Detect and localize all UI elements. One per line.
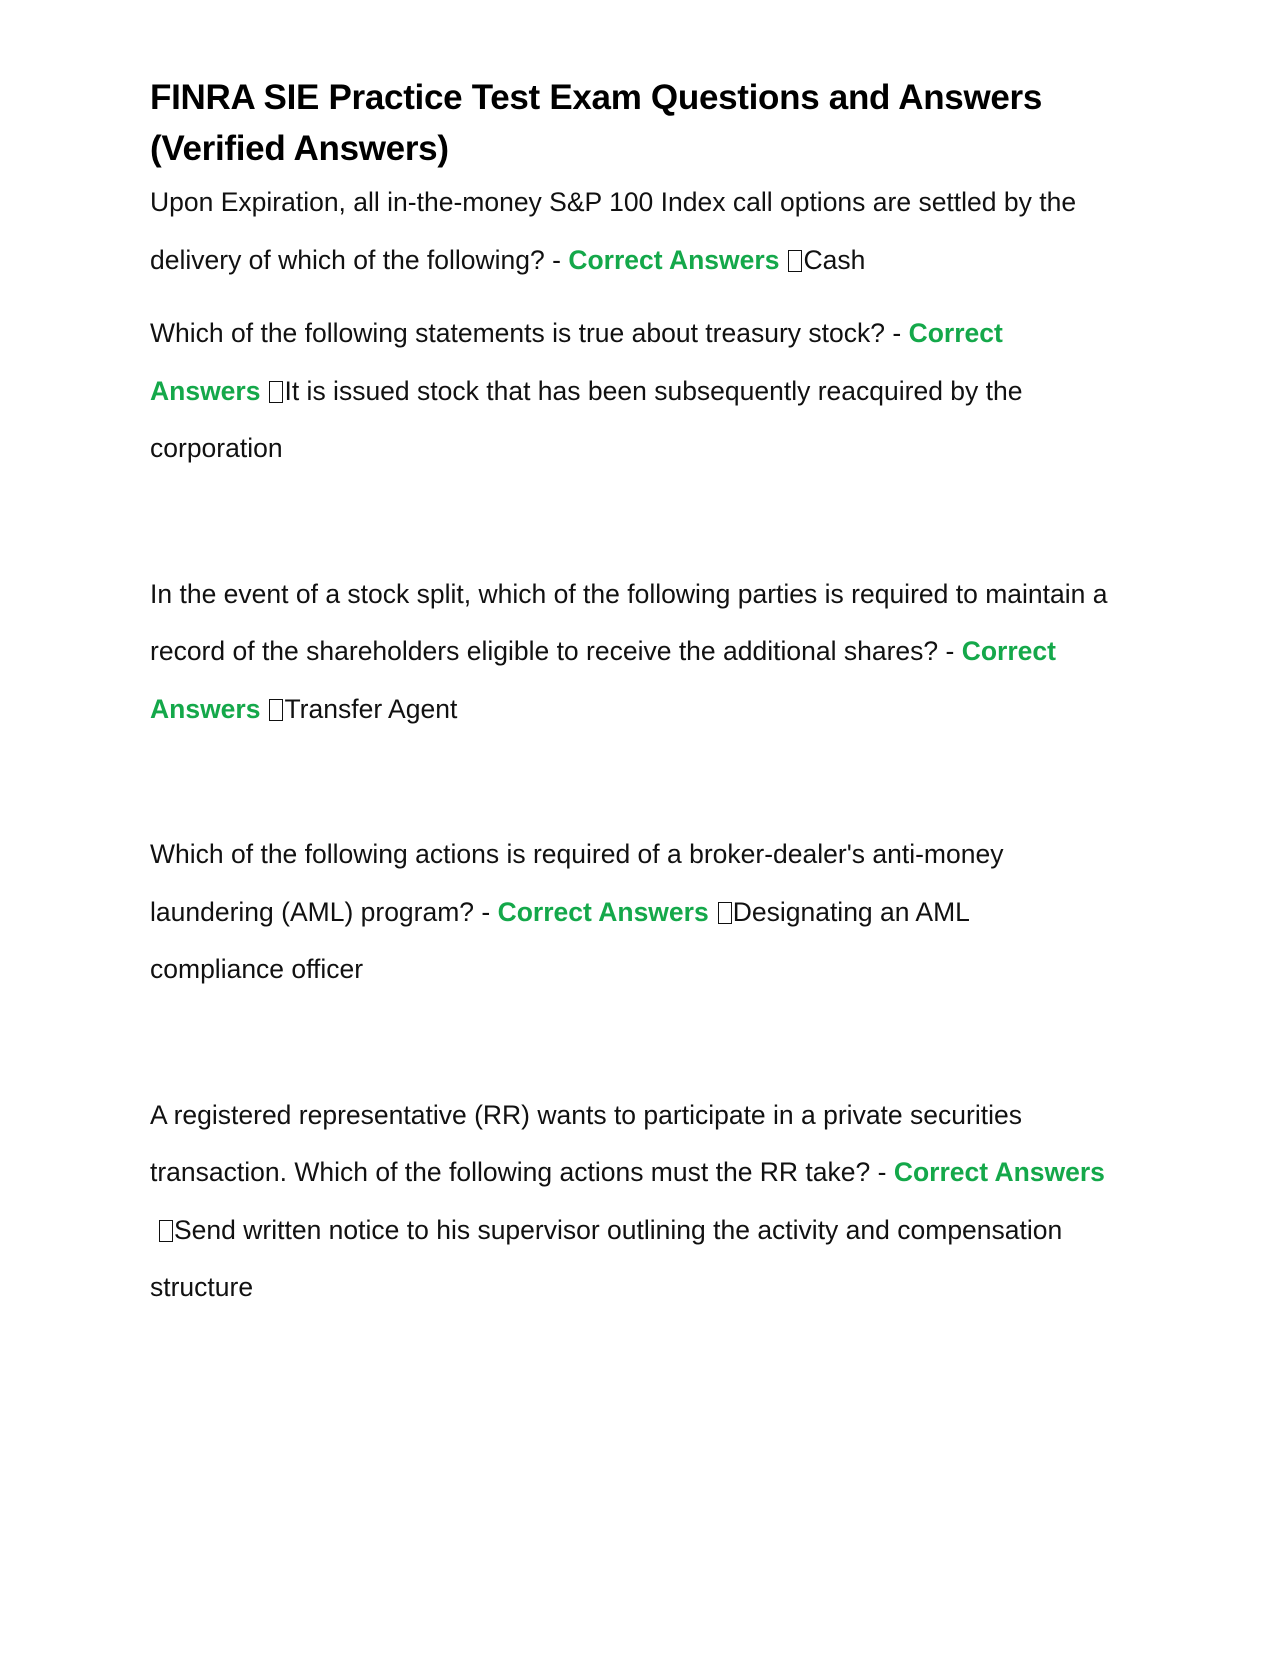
- question-text: In the event of a stock split, which of the following parties is required to maintain a record of the shareholders eligible to receive the additional shares? -: [150, 578, 1108, 666]
- answer-marker-icon: [159, 1220, 173, 1242]
- correct-answers-label: Correct Answers: [150, 318, 1003, 406]
- answer-text: Cash: [803, 244, 866, 275]
- answer-marker-icon: [788, 250, 802, 272]
- qa-item-2: [150, 305, 1110, 478]
- answer-text: Send written notice to his supervisor outlining the activity and compensation structure: [150, 1214, 1063, 1302]
- question-text: A registered representative (RR) wants to participate in a private securities transaction. Which of the following actions must the RR take? -: [150, 1099, 1022, 1187]
- qa-item-4: [150, 826, 1110, 999]
- document-title: FINRA SIE Practice Test Exam Questions and Answers (Verified Answers): [150, 78, 1043, 168]
- answer-text: Designating an AML compliance officer: [150, 896, 969, 984]
- question-text: Which of the following statements is true about treasury stock? -: [150, 318, 902, 348]
- qa-item-1: [150, 174, 1110, 289]
- question-text: Upon Expiration, all in-the-money S&P 100 Index call options are settled by the delivery of which of the following? -: [150, 187, 1077, 275]
- correct-answers-label: Correct Answers: [568, 244, 780, 275]
- answer-text: It is issued stock that has been subsequently reacquired by the corporation: [150, 375, 1023, 463]
- qa-item-5: [150, 1087, 1110, 1317]
- document-page: [150, 72, 1110, 1317]
- answer-marker-icon: [269, 381, 283, 403]
- correct-answers-label: Correct Answers: [497, 896, 709, 927]
- qa-item-3: [150, 566, 1110, 739]
- correct-answers-label: Correct Answers: [893, 1157, 1105, 1187]
- question-text: Which of the following actions is required of a broker-dealer's anti-money laundering (AML) program? -: [150, 839, 1004, 927]
- answer-marker-icon: [718, 902, 732, 924]
- correct-answers-label: Correct Answers: [150, 636, 1056, 724]
- answer-text: Transfer Agent: [284, 693, 458, 724]
- answer-marker-icon: [269, 699, 283, 721]
